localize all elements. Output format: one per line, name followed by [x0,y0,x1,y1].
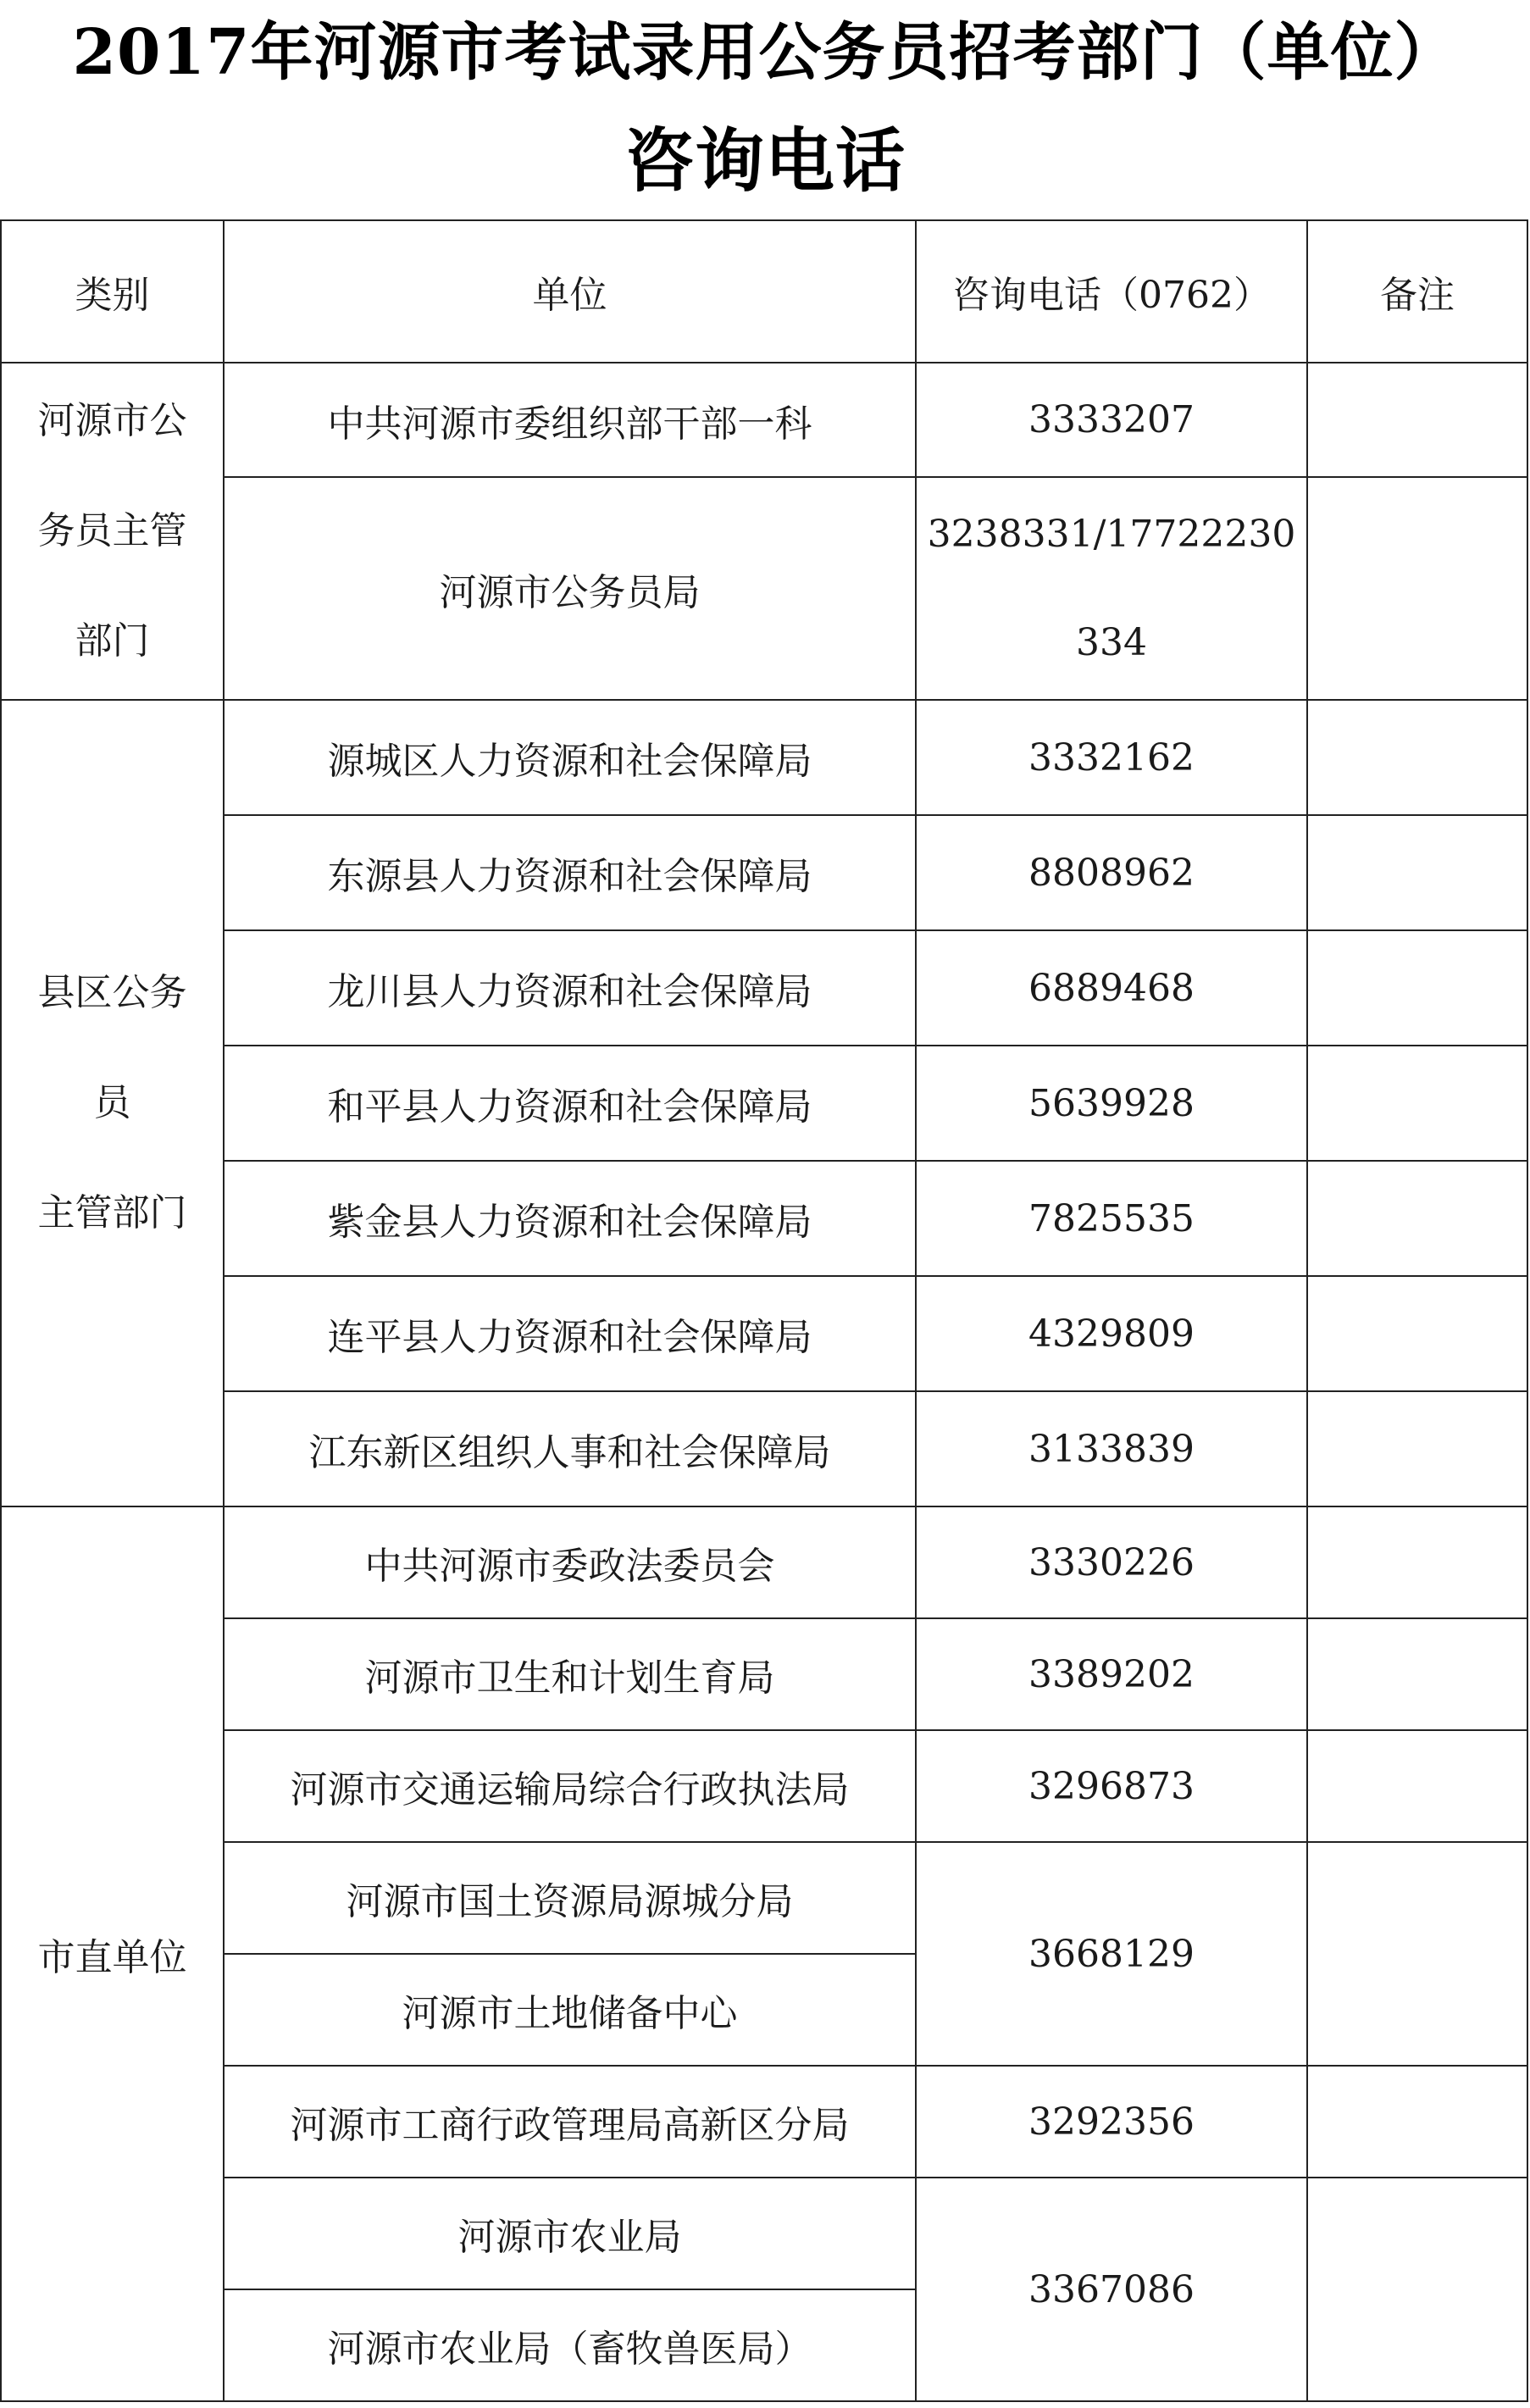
phone-cell: 3292356 [916,2066,1307,2178]
contact-table [0,219,1528,2402]
unit-cell: 河源市工商行政管理局高新区分局 [224,2066,916,2178]
phone-cell: 4329809 [916,1276,1307,1391]
category-line: 员 [93,1081,131,1124]
note-cell [1307,477,1527,700]
phone-cell: 3333207 [916,363,1307,477]
header-note: 备注 [1307,220,1527,363]
header-unit: 单位 [224,220,916,363]
phone-cell: 3332162 [916,700,1307,815]
unit-cell: 连平县人力资源和社会保障局 [224,1276,916,1391]
phone-cell: 3668129 [916,1842,1307,2066]
unit-cell: 江东新区组织人事和社会保障局 [224,1391,916,1506]
category-line: 部门 [75,619,150,663]
unit-cell: 东源县人力资源和社会保障局 [224,815,916,930]
phone-cell: 3133839 [916,1391,1307,1506]
note-cell [1307,1618,1527,1730]
unit-cell: 河源市土地储备中心 [224,1954,916,2066]
phone-cell: 3367086 [916,2178,1307,2401]
note-cell [1307,1842,1527,2066]
unit-cell: 中共河源市委政法委员会 [224,1506,916,1618]
table-row [1,1161,1527,1276]
table-row [1,1276,1527,1391]
unit-cell: 河源市农业局 [224,2178,916,2289]
unit-cell: 河源市交通运输局综合行政执法局 [224,1730,916,1842]
unit-cell: 河源市公务员局 [224,477,916,700]
unit-cell: 河源市卫生和计划生育局 [224,1618,916,1730]
note-cell [1307,1046,1527,1161]
header-row [1,220,1527,363]
note-cell [1307,1276,1527,1391]
phone-cell: 7825535 [916,1161,1307,1276]
note-cell [1307,700,1527,815]
note-cell [1307,363,1527,477]
table-row [1,1730,1527,1842]
table-row [1,1842,1527,1954]
unit-cell: 龙川县人力资源和社会保障局 [224,930,916,1046]
unit-cell: 中共河源市委组织部干部一科 [224,363,916,477]
phone-cell: 5639928 [916,1046,1307,1161]
phone-cell: 3330226 [916,1506,1307,1618]
table-row [1,930,1527,1046]
table-row [1,2066,1527,2178]
table-row [1,1046,1527,1161]
phone-cell: 3389202 [916,1618,1307,1730]
header-phone: 咨询电话（0762） [916,220,1307,363]
phone-cell: 3296873 [916,1730,1307,1842]
category-line: 务员主管 [37,509,187,552]
category-line: 主管部门 [37,1191,187,1235]
unit-cell: 河源市国土资源局源城分局 [224,1842,916,1954]
table-row [1,2178,1527,2289]
table-row [1,700,1527,815]
phone-line: 3238331/17722230 [927,512,1296,556]
note-cell [1307,930,1527,1046]
category-line: 县区公务 [37,971,187,1014]
note-cell [1307,815,1527,930]
category-cell: 市直单位 [1,1506,224,2401]
unit-cell: 河源市农业局（畜牧兽医局） [224,2289,916,2401]
category-cell [1,363,224,700]
table-row [1,477,1527,700]
table-row [1,1618,1527,1730]
note-cell [1307,2066,1527,2178]
document-subtitle: 咨询电话 [624,120,906,202]
table-row [1,1506,1527,1618]
table-row [1,1391,1527,1506]
note-cell [1307,1391,1527,1506]
note-cell [1307,1730,1527,1842]
note-cell [1307,1506,1527,1618]
category-cell [1,700,224,1506]
unit-cell: 和平县人力资源和社会保障局 [224,1046,916,1161]
header-category: 类别 [1,220,224,363]
document-title: 2017年河源市考试录用公务员招考部门（单位） [72,16,1458,89]
table-row [1,815,1527,930]
note-cell [1307,2178,1527,2401]
note-cell [1307,1161,1527,1276]
phone-cell: 6889468 [916,930,1307,1046]
category-line: 河源市公 [37,399,187,442]
unit-cell: 源城区人力资源和社会保障局 [224,700,916,815]
phone-cell [916,477,1307,700]
phone-line: 334 [1076,620,1147,664]
phone-cell: 8808962 [916,815,1307,930]
table-row [1,363,1527,477]
unit-cell: 紫金县人力资源和社会保障局 [224,1161,916,1276]
